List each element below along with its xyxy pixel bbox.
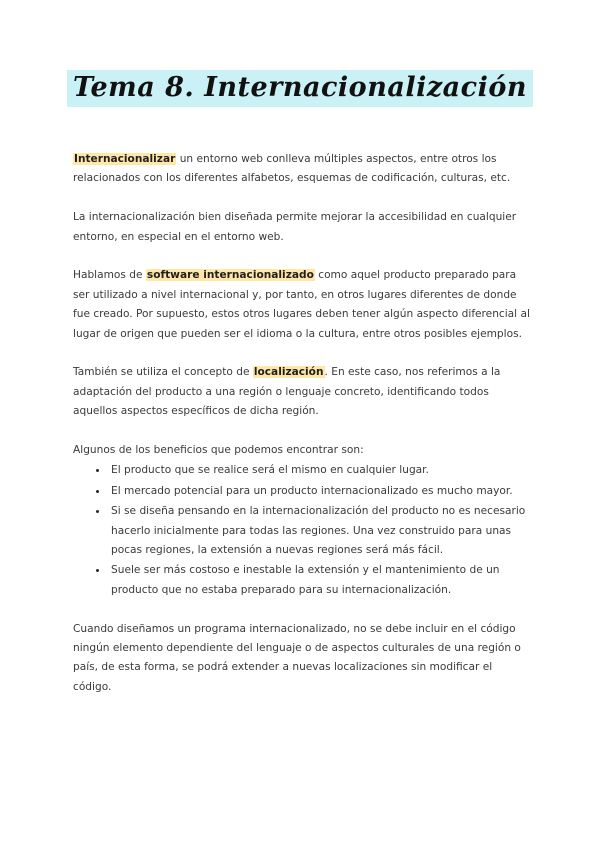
list-item: • El producto que se realice será el mismo en cualquier lugar. xyxy=(109,460,533,480)
list-item: • Si se diseña pensando en la internacionalización del producto no es necesario hacerlo inicialmente para todas las regiones. Una vez construido para unas pocas regiones, la extensión a nuevas regiones será más fácil. xyxy=(109,501,533,560)
paragraph-intro xyxy=(73,150,533,189)
paragraph-accessibility: La internacionalización bien diseñada permite mejorar la accesibilidad en cualquier entorno, en especial en el entorno web. xyxy=(73,211,517,243)
benefits-list xyxy=(73,460,533,600)
term-highlight-localizacion: localización xyxy=(253,366,324,379)
paragraph-software-before: Hablamos de xyxy=(73,269,146,282)
paragraph-software-after: como aquel producto preparado para ser utilizado a nivel internacional y, por tanto, en otros lugares diferentes de donde fue creado. Por supuesto, estos otros lugares deben tener algún aspecto diferencial al lugar de origen que pueden ser el idioma o la cultura, entre otros posibles ejemplos. xyxy=(73,269,530,340)
list-item: • Suele ser más costoso e inestable la extensión y el mantenimiento de un producto que no estaba preparado para su internacionalización. xyxy=(109,560,533,600)
benefits-intro: Algunos de los beneficios que podemos encontrar son: xyxy=(73,444,364,457)
page-title: Tema 8. Internacionalización xyxy=(67,70,533,107)
list-item: • El mercado potencial para un producto internacionalizado es mucho mayor. xyxy=(109,481,533,501)
term-highlight-software-internacionalizado: software internacionalizado xyxy=(146,269,314,282)
paragraph-software xyxy=(73,266,533,344)
title-container xyxy=(0,70,600,107)
document-body xyxy=(73,150,533,717)
paragraph-intro-text: un entorno web conlleva múltiples aspectos, entre otros los relacionados con los diferentes alfabetos, esquemas de codificación, culturas, etc. xyxy=(73,153,511,185)
paragraph-localization-after: . En este caso, nos referimos a la adaptación del producto a una región o lenguaje concreto, identificando todos aquellos aspectos específicos de dicha región. xyxy=(73,366,501,418)
term-highlight-internacionalizar: Internacionalizar xyxy=(74,153,176,165)
paragraph-localization-before: También se utiliza el concepto de xyxy=(73,366,253,379)
paragraph-design: Cuando diseñamos un programa internacionalizado, no se debe incluir en el código ningún elemento dependiente del lenguaje o de aspectos culturales de una región o país, de esta forma, se podrá extender a nuevas localizaciones sin modificar el código. xyxy=(73,622,521,693)
paragraph-localization xyxy=(73,363,533,421)
